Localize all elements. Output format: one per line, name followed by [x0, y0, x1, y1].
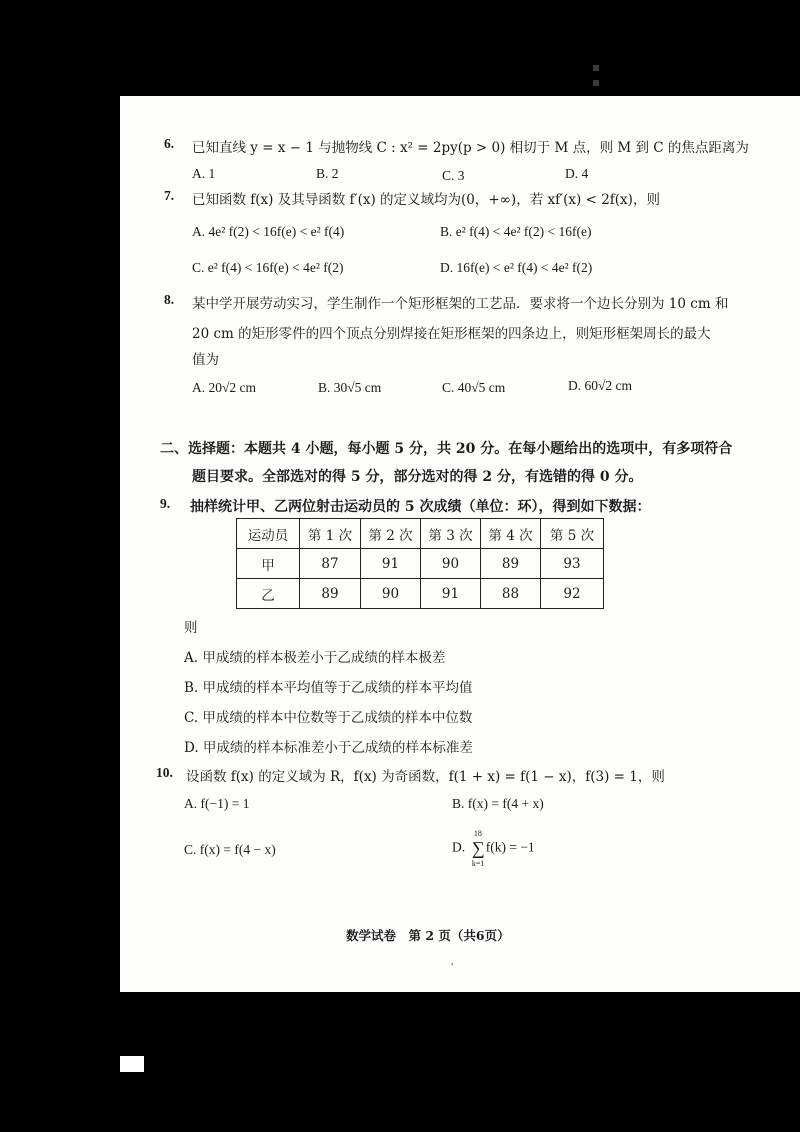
q7-stem: 已知函数 f(x) 及其导函数 f′(x) 的定义域均为(0，+∞)，若 xf′(x) < 2f(x)，则: [192, 192, 660, 208]
q10-option-d-label: D.: [452, 839, 466, 855]
q8-stem-line-3: 值为: [192, 352, 219, 368]
q9-then: 则: [184, 620, 198, 636]
table-header: 运动员: [237, 519, 300, 549]
q8-option-b: B. 30√5 cm: [318, 380, 382, 395]
score-table: [236, 518, 604, 609]
q8-number: 8.: [164, 292, 175, 307]
table-header: 第 3 次: [421, 519, 481, 549]
q8-stem-line-1: 某中学开展劳动实习，学生制作一个矩形框架的工艺品．要求将一个边长分别为 10 cm 和: [192, 296, 729, 312]
q7-option-c: C. e² f(4) < 16f(e) < 4e² f(2): [192, 260, 344, 275]
q7-option-b: B. e² f(4) < 4e² f(2) < 16f(e): [440, 224, 592, 239]
summation-symbol: ∑ 18 k=1: [471, 829, 485, 868]
table-cell: 92: [541, 579, 604, 609]
q9-option-a: A. 甲成绩的样本极差小于乙成绩的样本极差: [184, 650, 446, 666]
table-cell: 89: [481, 549, 541, 579]
table-cell: 88: [481, 579, 541, 609]
q10-option-d-expr: f(k) = −1: [485, 839, 535, 855]
table-cell: 91: [361, 549, 421, 579]
table-row: [237, 549, 604, 579]
table-cell: 90: [361, 579, 421, 609]
table-cell: 乙: [237, 579, 300, 609]
table-cell: 87: [300, 549, 361, 579]
q10-option-c: C. f(x) = f(4 − x): [184, 842, 276, 857]
corner-dot-top: [593, 65, 599, 71]
table-header: 第 4 次: [481, 519, 541, 549]
page-footer: 数学试卷 第 2 页（共6页）: [346, 928, 510, 943]
q10-option-b: B. f(x) = f(4 + x): [452, 796, 544, 811]
q8-stem-line-2: 20 cm 的矩形零件的四个顶点分别焊接在矩形框架的四条边上，则矩形框架周长的最大: [192, 326, 711, 342]
q6-option-d: D. 4: [565, 166, 589, 181]
q10-option-a: A. f(−1) = 1: [184, 796, 250, 811]
q6-option-a: A. 1: [192, 166, 216, 181]
table-row: [237, 579, 604, 609]
table-header: 第 5 次: [541, 519, 604, 549]
table-header: 第 1 次: [300, 519, 361, 549]
table-cell: 甲: [237, 549, 300, 579]
q8-option-c: C. 40√5 cm: [442, 380, 506, 395]
q8-option-a: A. 20√2 cm: [192, 380, 257, 395]
exam-page: [120, 96, 800, 992]
sum-upper-limit: 18: [473, 829, 482, 838]
sum-lower-limit: k=1: [471, 859, 485, 868]
q7-option-a: A. 4e² f(2) < 16f(e) < e² f(4): [192, 224, 345, 239]
q6-option-b: B. 2: [316, 166, 339, 181]
corner-marker: [120, 1056, 144, 1072]
q7-option-d: D. 16f(e) < e² f(4) < 4e² f(2): [440, 260, 593, 275]
q9-option-d: D. 甲成绩的样本标准差小于乙成绩的样本标准差: [184, 740, 473, 756]
q10-option-d: [452, 829, 535, 868]
table-cell: 93: [541, 549, 604, 579]
table-header-row: [237, 519, 604, 549]
q9-option-b: B. 甲成绩的样本平均值等于乙成绩的样本平均值: [184, 680, 473, 696]
stray-mark: ': [451, 962, 454, 971]
table-cell: 91: [421, 579, 481, 609]
q6-option-c: C. 3: [442, 168, 465, 183]
q8-option-d: D. 60√2 cm: [568, 378, 633, 393]
q7-number: 7.: [164, 188, 175, 203]
section-2-heading-line-2: 题目要求。全部选对的得 5 分，部分选对的得 2 分，有选错的得 0 分。: [192, 469, 643, 485]
q9-number: 9.: [160, 496, 171, 511]
table-header: 第 2 次: [361, 519, 421, 549]
table-cell: 89: [300, 579, 361, 609]
table-cell: 90: [421, 549, 481, 579]
section-2-heading: 二、选择题：本题共 4 小题，每小题 5 分，共 20 分。在每小题给出的选项中，有多项符合: [160, 441, 733, 457]
q10-number: 10.: [156, 765, 173, 780]
q9-option-c: C. 甲成绩的样本中位数等于乙成绩的样本中位数: [184, 710, 473, 726]
q6-number: 6.: [164, 136, 175, 151]
q10-stem: 设函数 f(x) 的定义域为 R，f(x) 为奇函数，f(1 + x) = f(1 − x)，f(3) = 1，则: [186, 769, 665, 785]
q6-stem: 已知直线 y = x − 1 与抛物线 C : x² = 2py(p > 0) 相切于 M 点，则 M 到 C 的焦点距离为: [192, 140, 749, 156]
corner-dot-bottom: [593, 80, 599, 86]
q9-stem: 抽样统计甲、乙两位射击运动员的 5 次成绩（单位：环），得到如下数据：: [190, 499, 651, 515]
